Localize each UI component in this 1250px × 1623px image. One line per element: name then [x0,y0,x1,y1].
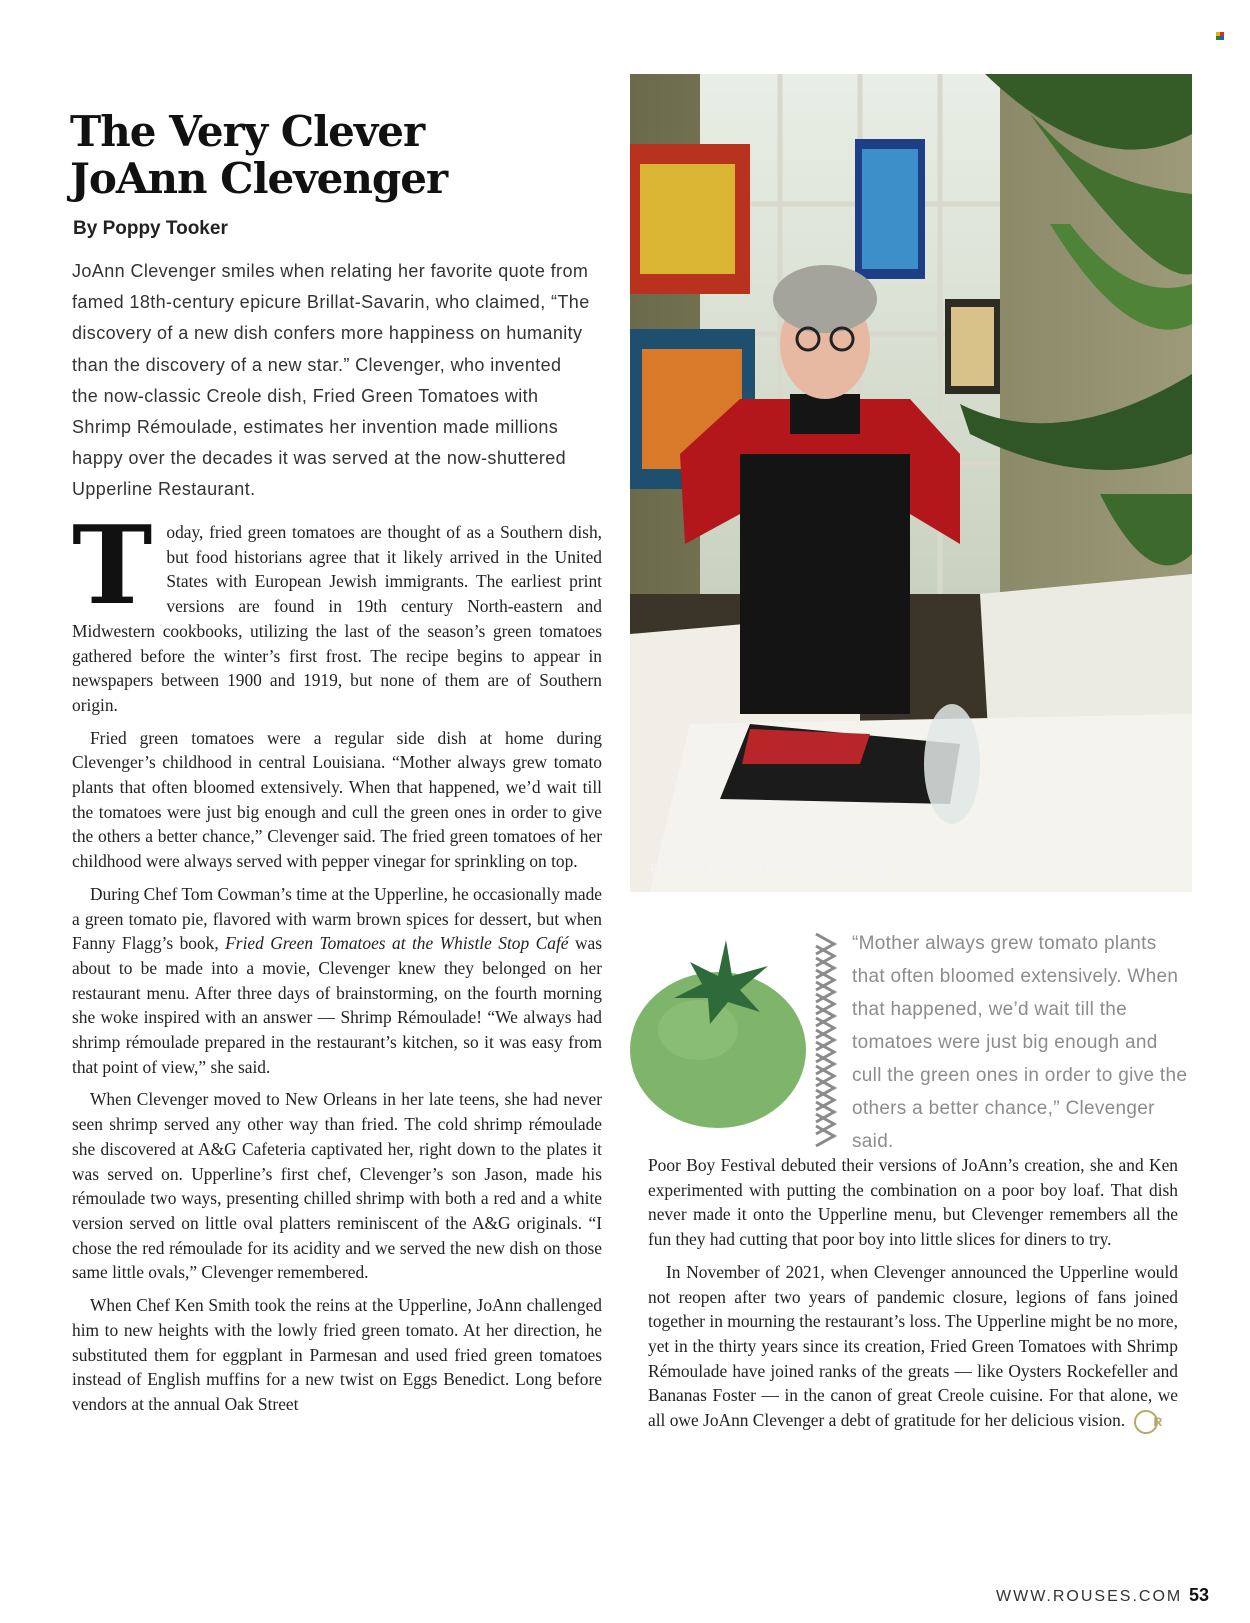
body-paragraph-3 [72,882,602,1080]
page-number: 53 [1189,1585,1210,1605]
article-photo [630,74,1192,892]
article-title [70,108,590,202]
photo-illustration [630,74,1192,892]
photo-credit: PHOTO BY CHERYL GERBER [650,860,892,876]
color-registration-icon [1216,32,1224,40]
book-title: Fried Green Tomatoes at the Whistle Stop Café [225,933,569,954]
chevron-stack-icon [812,930,840,1150]
drop-cap: T [72,520,153,629]
body-paragraph-3-b: was about to be made into a movie, Clevenger knew they belonged on her restaurant menu. After three days of brainstorming, on the fourth morning she woke inspired with an answer — Shrimp Rémoulade! “We always had shrimp rémoulade prepared in the restaurant’s kitchen, so it was easy from that point of view,” she said. [72,933,602,1077]
body-column-right [648,1153,1178,1498]
body-paragraph-6: Poor Boy Festival debuted their versions of JoAnn’s creation, she and Ken experimented with putting the combination on a poor boy loaf. That dish never made it onto the Upperline menu, but Clevenger remembers all the fun they had cutting that poor boy into little slices for diners to try. [648,1155,1178,1250]
body-paragraph-1-text: oday, fried green tomatoes are thought of as a Southern dish, but food historians agree that it likely arrived in the United States with European Jewish immigrants. The earliest print versions are found in 19th century North-eastern and Midwestern cookbooks, utilizing the last of the season’s green tomatoes gathered before the winter’s first frost. The recipe begins to appear in newspapers between 1900 and 1919, but none of them are of Southern origin. [72,522,602,715]
rouses-r-icon: R [1134,1410,1158,1434]
tomato-illustration-icon [628,940,808,1130]
footer-url: WWW.ROUSES.COM [996,1588,1183,1605]
body-paragraph-7-text: In November of 2021, when Clevenger announced the Upperline would not reopen after two years of pandemic closure, legions of fans joined together in mourning the restaurant’s loss. The Upperline might be no more, yet in the thirty years since its creation, Fried Green Tomatoes with Shrimp Rémoulade have joined ranks of the greats — like Oysters Rockefeller and Bananas Foster — in the canon of great Creole cuisine. For that alone, we all owe JoAnn Clevenger a debt of gratitude for her delicious vision. [648,1261,1178,1431]
intro-paragraph: JoAnn Clevenger smiles when relating her favorite quote from famed 18th-century epicure Brillat-Savarin, who claimed, “The discovery of a new dish confers more happiness on humanity than the discovery of a new star.” Clevenger, who invented the now-classic Creole dish, Fried Green Tomatoes with Shrimp Rémoulade, estimates her invention made millions happy over the decades it was served at the now-shuttered Upperline Restaurant. [72,261,590,500]
body-paragraph-5: When Chef Ken Smith took the reins at the Upperline, JoAnn challenged him to new heights with the lowly fried green tomato. At her direction, he substituted them for eggplant in Parmesan and used fried green tomatoes instead of English muffins for a new twist on Eggs Benedict. Long before vendors at the annual Oak Street [72,1295,602,1414]
pull-quote: “Mother always grew tomato plants that often bloomed extensively. When that happened, we’d wait till the tomatoes were just big enough and cull the green ones in order to give the others a better chance,” Clevenger said. [852,933,1188,1152]
title-line-2: JoAnn Clevenger [70,154,448,203]
body-paragraph-1 [72,520,602,718]
title-line-1: The Very Clever [70,107,425,156]
body-column-left [72,520,602,1510]
body-paragraph-2: Fried green tomatoes were a regular side dish at home during Clevenger’s childhood in central Louisiana. “Mother always grew tomato plants that often bloomed extensively. When that happened, we’d wait till the tomatoes were just big enough and cull the green ones in order to give the others a better chance,” Clevenger said. The fried green tomatoes of her childhood were always served with pepper vinegar for sprinkling on top. [72,727,602,872]
byline: By Poppy Tooker [73,218,228,239]
body-paragraph-3-a: During Chef Tom Cowman’s time at the Upperline, he occasionally made a green tomato pie, flavored with warm brown spices for dessert, but when Fanny Flagg’s book, [72,883,602,954]
body-paragraph-7 [648,1260,1178,1434]
body-paragraph-4: When Clevenger moved to New Orleans in her late teens, she had never seen shrimp served any other way than fried. The cold shrimp rémoulade she discovered at A&G Cafeteria captivated her, right down to the plates it was served on. Upperline’s first chef, Clevenger’s son Jason, made his rémoulade two ways, presenting chilled shrimp with both a red and a white version served on little oval platters reminiscent of the A&G originals. “I chose the red rémoulade for its acidity and we served the new dish on those same little ovals,” Clevenger remembered. [72,1089,602,1283]
